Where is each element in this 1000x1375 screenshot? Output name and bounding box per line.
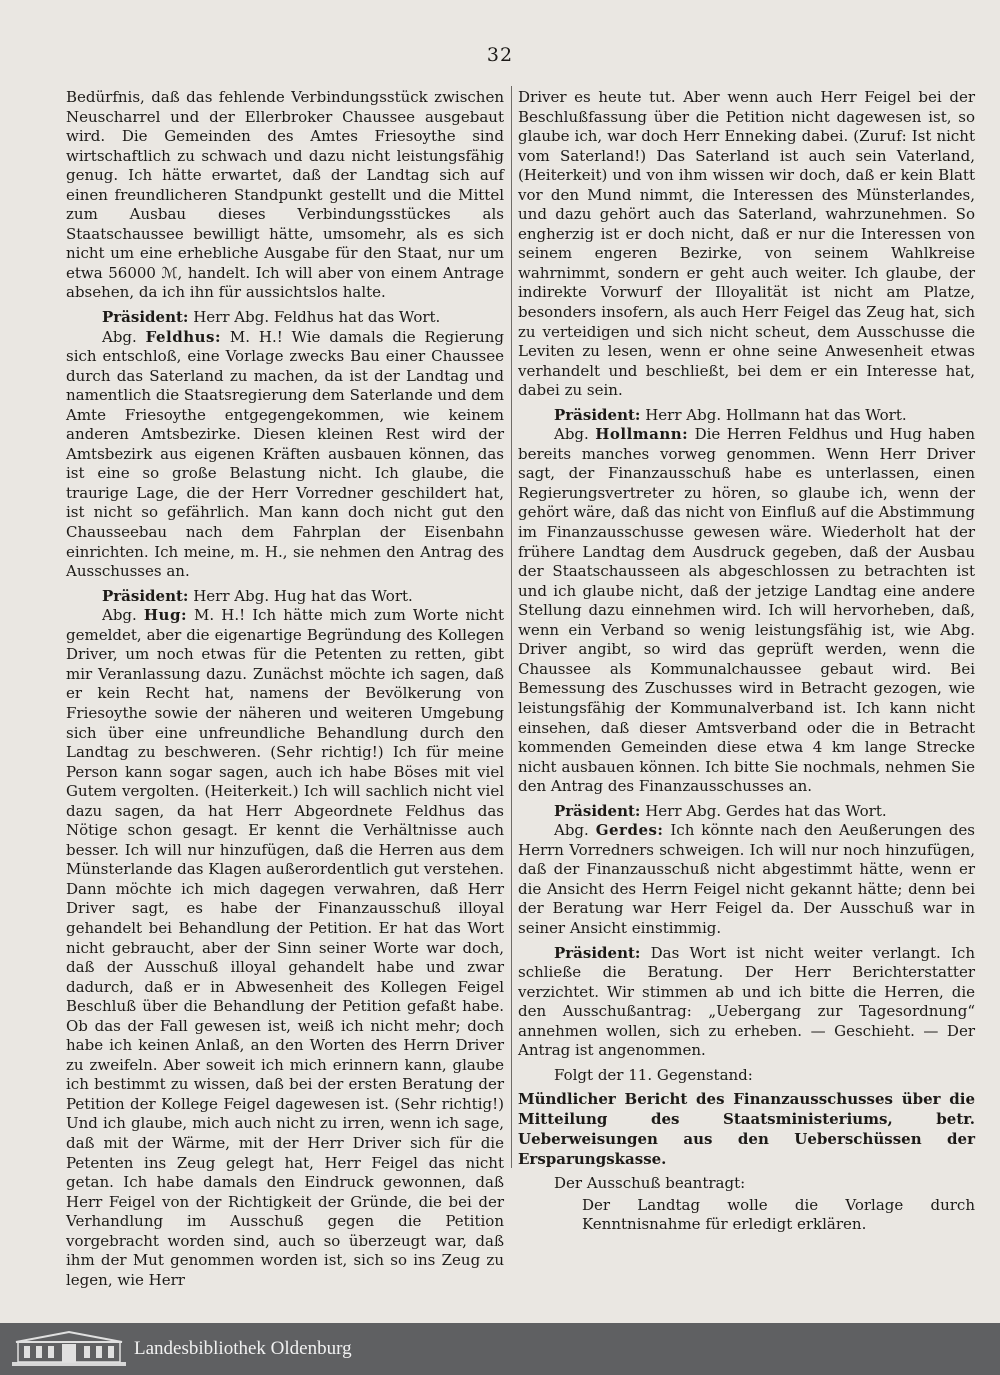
remark-text: Herr Abg. Hollmann hat das Wort. xyxy=(640,405,907,424)
paragraph-continued: Bedürfnis, daß das fehlende Verbindungsstück zwischen Neuscharrel und der Ellerbroker Chaussee ausgebaut wird. Die Gemeinden des Amtes Friesoythe sind wirtschaftlich zu schwach und dazu nicht leistungsfähig genug. Ich hätte erwartet, daß der Landtag sich auf einen freundlicheren Standpunkt gestellt und die Mittel zum Ausbau dieses Verbindungsstückes als Staatschaussee bewilligt hätte, umsomehr, als es sich nicht um eine erhebliche Ausgabe für den Staat, nur um etwa 56000 ℳ, handelt. Ich will aber von einem Antrage absehen, da ich ihn für aussichtslos halte. xyxy=(66,88,504,302)
library-building-icon xyxy=(10,1328,128,1370)
remark-text: Herr Abg. Gerdes hat das Wort. xyxy=(640,801,887,820)
remark-text: Herr Abg. Hug hat das Wort. xyxy=(188,586,413,605)
speech-prefix: Abg. xyxy=(102,606,144,625)
motion-text: Der Landtag wolle die Vorlage durch Kenntnisnahme für erledigt erklären. xyxy=(582,1195,975,1234)
president-remark xyxy=(518,802,975,822)
paragraph-continued: Driver es heute tut. Aber wenn auch Herr Feigel bei der Beschlußfassung über die Petition nicht dagewesen ist, so glaube ich, war doch Herr Enneking dabei. (Zuruf: Ist nicht vom Saterland!) Das Saterland ist auch sein Vaterland, (Heiterkeit) und von ihm wissen wir doch, daß er kein Blatt vor den Mund nimmt, die Interessen des Münsterlandes, und dazu gehört auch das Saterland, wahrzunehmen. So engherzig ist er doch nicht, daß er nur die Interessen von seinem engeren Bezirke, von seinem Wahlkreise wahrnimmt, sondern er geht auch weiter. Ich glaube, der indirekte Vorwurf der Illoyalität ist nicht am Platze, besonders insofern, als auch Herr Feigel das Zeug hat, sich zu verteidigen und sich nicht scheut, dem Ausschusse die Leviten zu lesen, wenn er ohne seine Anwesenheit etwas verhandelt und beschließt, bei dem er ein Interesse hat, dabei zu sein. xyxy=(518,88,975,400)
agenda-item-line: Folgt der 11. Gegenstand: xyxy=(554,1065,753,1084)
speaker-name: Präsident: xyxy=(102,586,189,605)
speech-text: M. H.! Wie damals die Regierung sich entschloß, eine Vorlage zwecks Bau einer Chaussee durch das Saterland zu machen, da ist der Landtag und namentlich die Staatsregierung dem Saterlande und dem Amte Friesoythe entgegengekommen, wie keinem anderen Amtsbezirke. Diesen kleinen Rest wird der Amtsbezirk aus eigenen Kräften ausbauen können, das ist eine so große Belastung nicht. Ich glaube, die traurige Lage, die der Herr Vorredner geschildert hat, ist nicht so gefährlich. Man kann doch nicht gut den Chausseebau nach dem Fahrplan der Eisenbahn einrichten. Ich meine, m. H., sie nehmen den Antrag des Ausschusses an. xyxy=(66,327,505,581)
footer-bar xyxy=(0,1323,1000,1375)
speaker-name: Hollmann: xyxy=(595,425,689,444)
left-column xyxy=(66,88,504,1290)
speech-text: Die Herren Feldhus und Hug haben bereits manches vorweg genommen. Wenn Herr Driver sagt, der Finanzausschuß habe es unterlassen, einen Regierungsvertreter zu hören, so glaube ich, wenn der gehört wäre, daß das nicht von Einfluß auf die Abstimmung im Finanzausschusse gewesen wäre. Wiederholt hat der frühere Landtag dem Ausdruck gegeben, daß der Ausbau der Staatschausseen als abgeschlossen zu betrachten ist und ich glaube nicht, daß der jetzige Landtag eine andere Stellung dazu einnehmen wird. Ich will hervorheben, daß, wenn ein Verband so wenig leistungsfähig ist, wie Abg. Driver angibt, so wird das geprüft werden, wenn die Chaussee als Kommunalchaussee gebaut wird. Bei Bemessung des Zuschusses wird in Betracht gezogen, wie leistungsfähig der Kommunalverband ist. Ich kann nicht einsehen, daß dieser Amtsverband oder die in Betracht kommenden Gemeinden diese etwa 4 km lange Strecke nicht ausbauen können. Ich bitte Sie nochmals, nehmen Sie den Antrag des Finanzausschusses an. xyxy=(518,425,975,796)
speaker-name: Präsident: xyxy=(554,801,641,820)
speech-paragraph xyxy=(66,328,504,582)
remark-text: Herr Abg. Feldhus hat das Wort. xyxy=(188,308,441,327)
speaker-name: Präsident: xyxy=(554,405,641,424)
speech-paragraph xyxy=(518,425,975,796)
committee-proposal-line: Der Ausschuß beantragt: xyxy=(554,1174,746,1193)
library-name: Landesbibliothek Oldenburg xyxy=(134,1338,352,1359)
right-column xyxy=(518,88,975,1235)
speech-paragraph xyxy=(66,606,504,1290)
president-remark xyxy=(518,406,975,426)
speaker-name: Gerdes: xyxy=(595,821,664,840)
speech-prefix: Abg. xyxy=(102,327,146,346)
column-divider xyxy=(511,86,512,1168)
speaker-name: Präsident: xyxy=(554,943,641,962)
speech-prefix: Abg. xyxy=(554,425,596,444)
remark-text: Das Wort ist nicht weiter verlangt. Ich schließe die Beratung. Der Herr Berichterstatter verzichtet. Wir stimmen ab und ich bitte die Herren, die den Ausschußantrag: „Uebergang zur Tagesordnung“ annehmen wollen, sich zu erheben. — Geschieht. — Der Antrag ist angenommen. xyxy=(518,943,975,1060)
president-remark xyxy=(518,944,975,1061)
speaker-name: Präsident: xyxy=(102,308,189,327)
president-remark xyxy=(66,308,504,328)
page-number: 32 xyxy=(486,44,514,66)
speech-prefix: Abg. xyxy=(554,821,596,840)
speech-text: Ich könnte nach den Aeußerungen des Herrn Vorredners schweigen. Ich will nur noch hinzufügen, daß der Finanzausschuß nicht abgestimmt hätte, wenn er die Ansicht des Herrn Feigel nicht gekannt hätte; denn bei der Beratung war Herr Feigel da. Der Ausschuß war in seiner Ansicht einstimmig. xyxy=(518,821,976,937)
speaker-name: Hug: xyxy=(143,606,187,625)
speech-text: M. H.! Ich hätte mich zum Worte nicht gemeldet, aber die eigenartige Begründung des Kollegen Driver, um noch etwas für die Petenten zu retten, gibt mir Veranlassung dazu. Zunächst möchte ich sagen, daß er kein Recht hat, namens der Bevölkerung von Friesoythe sowie der näheren und weiteren Umgebung sich über eine unfreundliche Behandlung durch den Landtag zu beschweren. (Sehr richtig!) Ich für meine Person kann sogar sagen, auch ich habe Böses mit viel Gutem vergolten. (Heiterkeit.) Ich will sachlich nicht viel dazu sagen, da hat Herr Abgeordnete Feldhus das Nötige schon gesagt. Er kennt die Verhältnisse auch besser. Ich will nur hinzufügen, daß die Herren aus dem Münsterlande das Klagen außerordentlich gut verstehen. Dann möchte ich mich dagegen verwahren, daß Herr Driver sagt, es habe der Finanzausschuß illoyal gehandelt bei Behandlung der Petition. Er hat das Wort nicht gebraucht, aber der Sinn seiner Worte war doch, daß der Ausschuß illoyal gehandelt habe und zwar dadurch, daß er in Abwesenheit des Kollegen Feigel Beschluß über die Behandlung der Petition gefaßt habe. Ob das der Fall gewesen ist, weiß ich nicht mehr; doch habe ich keinen Anlaß, an den Worten des Herrn Driver zu zweifeln. Aber soweit ich mich erinnern kann, glaube ich bestimmt zu wissen, daß bei der ersten Beratung der Petition der Kollege Feigel dagewesen ist. (Sehr richtig!) Und ich glaube, mich auch nicht zu irren, wenn ich sage, daß mit der Wärme, mit der Herr Driver sich für die Petenten ins Zeug gelegt hat, Herr Feigel das nicht getan. Ich habe damals den Eindruck gewonnen, daß Herr Feigel von der Richtigkeit der Gründe, die bei der Verhandlung im Ausschuß gegen die Petition vorgebracht worden sind, auch so überzeugt war, daß ihm der Mut genommen worden ist, sich so ins Zeug zu legen, wie Herr xyxy=(66,606,504,1289)
president-remark xyxy=(66,587,504,607)
agenda-heading: Mündlicher Bericht des Finanzausschusses über die Mitteilung des Staatsministeriums, betr. Ueberweisungen aus den Ueberschüssen der Ersparungskasse. xyxy=(518,1090,975,1169)
speaker-name: Feldhus: xyxy=(145,327,222,346)
speech-paragraph xyxy=(518,821,975,938)
